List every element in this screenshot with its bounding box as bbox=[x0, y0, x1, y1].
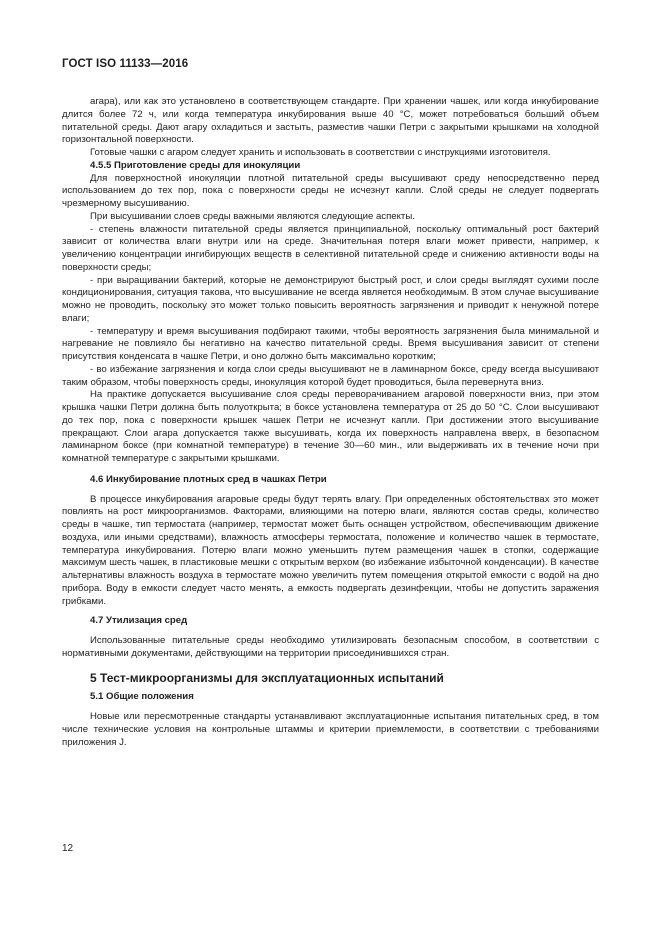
list-item: - степень влажности питательной среды является принципиальной, поскольку оптимальный рост бактерий зависит от количества влаги внутри или на среде. Значительная потеря влаги может привести, например, к увеличению концентрации ингибирующих веществ в селективной питательной среде и снижению активности воды на поверхности среды; bbox=[62, 223, 599, 273]
page-number: 12 bbox=[62, 843, 74, 854]
paragraph: агара), или как это установлено в соответствующем стандарте. При хранении чашек, или когда инкубирование длится более 72 ч, или когда температура инкубирования выше 40 °С, может потребоваться больший объем питательной среды. Дают агару охладиться и застыть, разместив чашки Петри с закрытыми крышками на холодной горизонтальной поверхности. bbox=[62, 96, 599, 146]
paragraph: В процессе инкубирования агаровые среды будут терять влагу. При определенных обстоятельствах это может повлиять на рост микроорганизмов. Факторами, влияющими на потерю влаги, являются состав среды, количество среды в чашке, тип термостата (например, термостат может быть оснащен устройством, обеспечивающим движение воздуха, или иными средствами), влажность атмосферы термостата, положение и количество чашек в термостате, температура инкубирования. Потерю влаги можно уменьшить путем размещения чашек в стопки, содержащие максимум шесть чашек, в пластиковые мешки с открытым верхом (во избежание избыточной конденсации). В качестве альтернативы влажность воздуха в термостате можно увеличить путем помещения открытой емкости с водой на дно прибора. Воду в емкости следует часто менять, а емкость подвергать дезинфекции, чтобы не допустить заражения грибками. bbox=[62, 493, 599, 607]
section-heading-4-5-5: 4.5.5 Приготовление среды для инокуляции bbox=[90, 159, 301, 171]
list-item: - при выращивании бактерий, которые не демонстрируют быстрый рост, и слои среды выглядят сухими после кондиционирования, ситуация такова, что высушивание не всегда является необходимым. В этом случае высушивание можно не проводить, поскольку это может только повысить вероятность загрязнения и приводит к ненужной потере влаги; bbox=[62, 274, 599, 324]
section-heading-4-6: 4.6 Инкубирование плотных сред в чашках Петри bbox=[90, 473, 327, 485]
section-heading-5-1: 5.1 Общие положения bbox=[90, 691, 194, 703]
paragraph: При высушивании слоев среды важными являются следующие аспекты. bbox=[90, 210, 415, 222]
paragraph: На практике допускается высушивание слоя среды переворачиванием агаровой поверхности вниз, при этом крышка чашки Петри должна быть полуоткрыта; в боксе установлена температура от 25 до 50 °С. Слои высушивают до тех пор, пока с поверхности крышек чашек Петри не исчезнут капли. При достижении этого высушивание прекращают. Слои агара допускается также высушивать, когда их поверхность направлена вверх, в безопасном ламинарном боксе (при комнатной температуре) в течение 30—60 мин., или выдерживать их в течение ночи при комнатной температуре с закрытыми крышками. bbox=[62, 389, 599, 464]
section-heading-5: 5 Тест-микроорганизмы для эксплуатационных испытаний bbox=[90, 670, 444, 685]
paragraph: Новые или пересмотренные стандарты устанавливают эксплуатационные испытания питательных сред, в том числе технические условия на контрольные штаммы и критерии приемлемости, в соответствии с требованиями приложения J. bbox=[62, 711, 599, 748]
paragraph: Использованные питательные среды необходимо утилизировать безопасным способом, в соответствии с нормативными документами, действующими на территории присоединившихся стран. bbox=[62, 635, 599, 659]
list-item: - во избежание загрязнения и когда слои среды высушивают не в ламинарном боксе, среду всегда высушивают таким образом, чтобы поверхность среды, инокуляция которой будет проводиться, была перевернута вниз. bbox=[62, 363, 599, 388]
document-header: ГОСТ ISO 11133—2016 bbox=[62, 58, 189, 70]
document-body bbox=[62, 96, 599, 749]
list-item: - температуру и время высушивания подбирают такими, чтобы вероятность загрязнения была минимальной и нагревание не повлияло бы негативно на качество питательной среды. Время высушивания зависит от степени присутствия конденсата в чашке Петри, и оно должно быть максимально коротким; bbox=[62, 325, 599, 362]
section-heading-4-7: 4.7 Утилизация сред bbox=[90, 615, 188, 627]
paragraph: Готовые чашки с агаром следует хранить и использовать в соответствии с инструкциями изготовителя. bbox=[90, 147, 551, 158]
paragraph: Для поверхностной инокуляции плотной питательной среды высушивают среду непосредственно перед использованием до тех пор, пока с поверхности среды не исчезнут капли. Слой среды не следует подвергать чрезмерному высушиванию. bbox=[62, 172, 599, 209]
